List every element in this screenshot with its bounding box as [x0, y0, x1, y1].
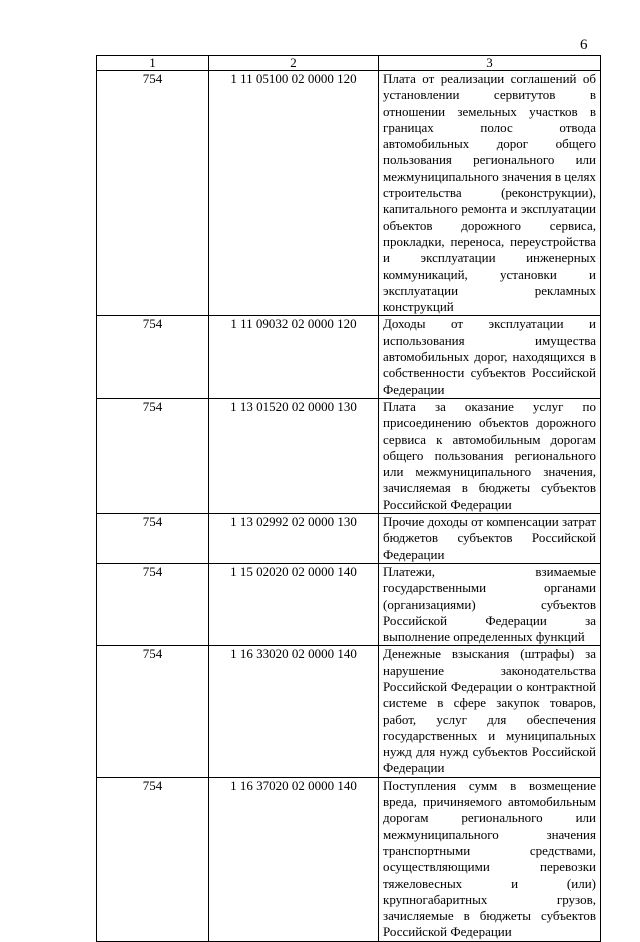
- admin-code-cell: 754: [97, 563, 209, 645]
- revenue-code-cell: 1 16 33020 02 0000 140: [209, 646, 379, 777]
- revenue-code-cell: 1 15 02020 02 0000 140: [209, 563, 379, 645]
- table-row: [97, 398, 601, 513]
- admin-code-cell: 754: [97, 646, 209, 777]
- table-row: [97, 777, 601, 941]
- table-row: [97, 514, 601, 564]
- revenue-code-cell: 1 16 37020 02 0000 140: [209, 777, 379, 941]
- column-header-1: 1: [97, 56, 209, 71]
- admin-code-cell: 754: [97, 777, 209, 941]
- table-header-row: [97, 56, 601, 71]
- page-number: 6: [580, 37, 588, 53]
- revenue-description-cell: Доходы от эксплуатации и использования имущества автомобильных дорог, находящихся в собственности субъектов Российской Федерации: [379, 316, 601, 398]
- revenue-description-cell: Плата за оказание услуг по присоединению объектов дорожного сервиса к автомобильным дорогам общего пользования регионального или межмуниципального значения, зачисляемая в бюджеты субъектов Российской Федерации: [379, 398, 601, 513]
- admin-code-cell: 754: [97, 514, 209, 564]
- revenue-description-cell: Платежи, взимаемые государственными органами (организациями) субъектов Российской Федерации за выполнение определенных функций: [379, 563, 601, 645]
- admin-code-cell: 754: [97, 316, 209, 398]
- revenue-description-cell: Прочие доходы от компенсации затрат бюджетов субъектов Российской Федерации: [379, 514, 601, 564]
- budget-revenue-table: [96, 55, 601, 942]
- column-header-2: 2: [209, 56, 379, 71]
- revenue-description-cell: Плата от реализации соглашений об установлении сервитутов в отношении земельных участков в границах полос отвода автомобильных дорог общего пользования регионального или межмуниципального значения в целях строительства (реконструкции), капитального ремонта и эксплуатации объектов дорожного сервиса, прокладки, переноса, переустройства и эксплуатации инженерных коммуникаций, установки и эксплуатации рекламных конструкций: [379, 71, 601, 316]
- revenue-description-cell: Денежные взыскания (штрафы) за нарушение законодательства Российской Федерации о контрактной системе в сфере закупок товаров, работ, услуг для обеспечения государственных и муниципальных нужд для нужд субъектов Российской Федерации: [379, 646, 601, 777]
- column-header-3: 3: [379, 56, 601, 71]
- revenue-code-cell: 1 13 01520 02 0000 130: [209, 398, 379, 513]
- table-row: [97, 316, 601, 398]
- table-row: [97, 71, 601, 316]
- revenue-description-cell: Поступления сумм в возмещение вреда, причиняемого автомобильным дорогам регионального или межмуниципального значения транспортными средствами, осуществляющими перевозки тяжеловесных и (или) крупногабаритных грузов, зачисляемые в бюджеты субъектов Российской Федерации: [379, 777, 601, 941]
- admin-code-cell: 754: [97, 71, 209, 316]
- revenue-code-cell: 1 11 05100 02 0000 120: [209, 71, 379, 316]
- revenue-code-cell: 1 11 09032 02 0000 120: [209, 316, 379, 398]
- revenue-code-cell: 1 13 02992 02 0000 130: [209, 514, 379, 564]
- admin-code-cell: 754: [97, 398, 209, 513]
- table-row: [97, 646, 601, 777]
- table-row: [97, 563, 601, 645]
